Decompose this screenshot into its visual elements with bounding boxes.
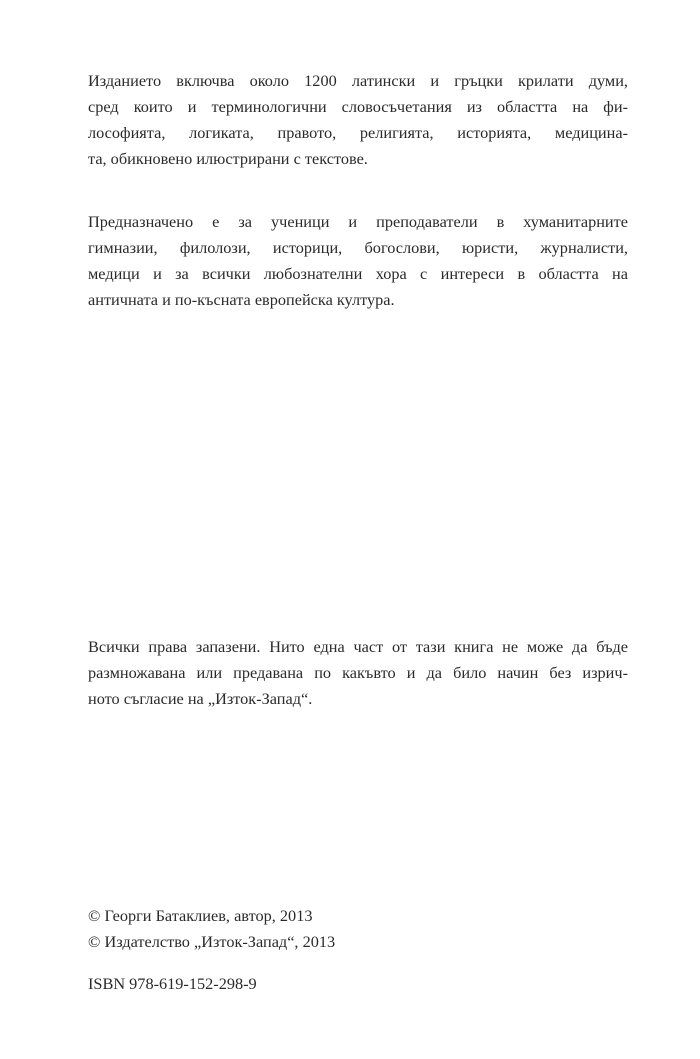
description-line: сред които и терминологични словосъчетания из областта на фи- <box>88 97 628 116</box>
copyright-author: © Георги Батаклиев, автор, 2013 <box>88 906 313 925</box>
audience-line: медици и за всички любознателни хора с интереси в областта на <box>88 264 628 283</box>
description-line: Изданието включва около 1200 латински и гръцки крилати думи, <box>88 71 628 90</box>
copyright-notices <box>88 903 628 955</box>
description-line: лософията, логиката, правото, религията, историята, медицина- <box>88 123 628 142</box>
audience-line: античната и по-късната европейска култура. <box>88 290 395 309</box>
audience-paragraph <box>88 209 628 313</box>
rights-line: размножавана или предавана по какъвто и да било начин без изрич- <box>88 663 628 682</box>
description-paragraph <box>88 68 628 172</box>
audience-line: Предназначено е за ученици и преподаватели в хуманитарните <box>88 212 628 231</box>
rights-line: Всички права запазени. Нито една част от тази книга не може да бъде <box>88 637 628 656</box>
rights-line: ното съгласие на „Изток-Запад“. <box>88 689 313 708</box>
rights-notice <box>88 634 628 712</box>
isbn-number: ISBN 978-619-152-298-9 <box>88 974 257 993</box>
audience-line: гимназии, филолози, историци, богослови, юристи, журналисти, <box>88 238 628 257</box>
copyright-publisher: © Издателство „Изток-Запад“, 2013 <box>88 932 336 951</box>
description-line: та, обикновено илюстрирани с текстове. <box>88 149 368 168</box>
isbn-line <box>88 971 628 997</box>
